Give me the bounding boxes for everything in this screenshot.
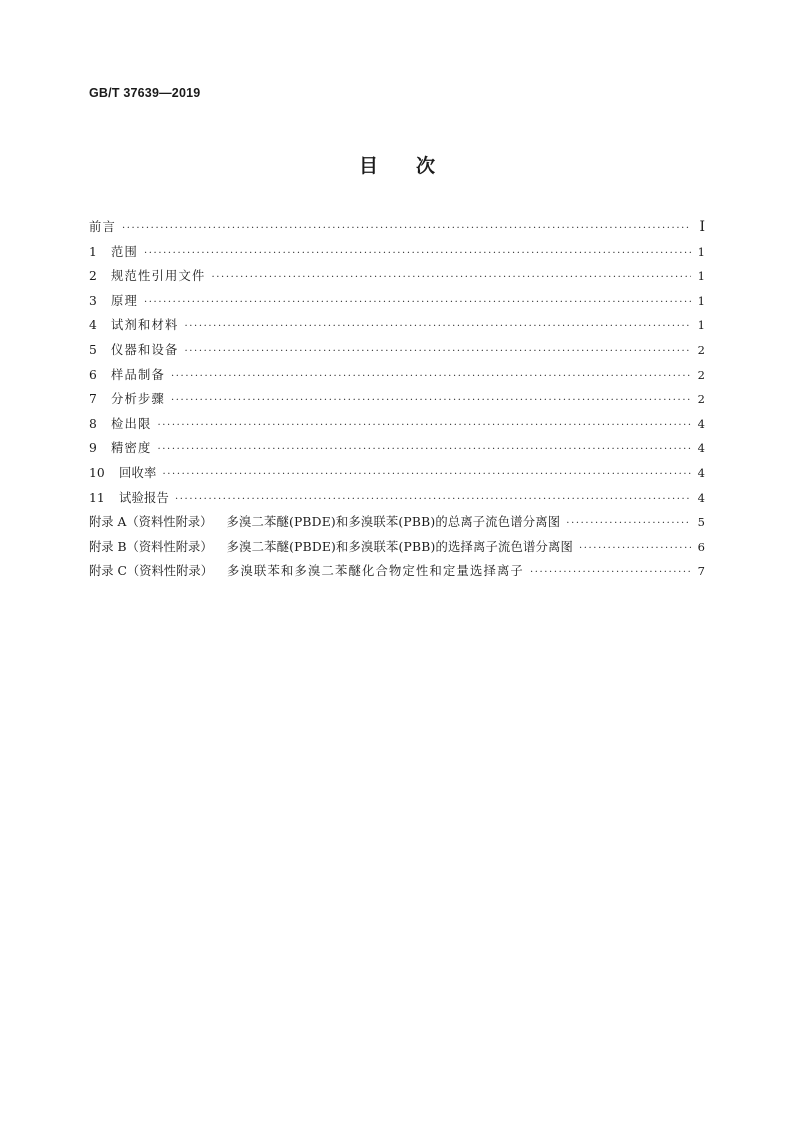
toc-entry-precision[interactable] — [89, 436, 705, 461]
toc-entry-annex-a[interactable] — [89, 510, 705, 535]
dot-leader — [579, 537, 691, 562]
toc-entry-principle[interactable] — [89, 289, 705, 314]
standard-code: GB/T 37639—2019 — [89, 86, 201, 100]
dot-leader — [171, 365, 691, 390]
toc-entry-page: 4 — [697, 465, 705, 480]
page-title-part-1: 目 — [358, 155, 378, 177]
toc-entry-label: 多溴联苯和多溴二苯醚化合物定性和定量选择离子 — [227, 564, 524, 579]
toc-annex-tag: 附录 A（资料性附录） — [89, 515, 213, 530]
toc-entry-label: 精密度 — [111, 441, 152, 456]
toc-entry-page: 2 — [697, 392, 705, 407]
toc-entry-page: 1 — [697, 269, 705, 284]
toc-entry-reagents[interactable] — [89, 313, 705, 338]
dot-leader — [185, 340, 692, 365]
toc-entry-label: 样品制备 — [111, 367, 165, 382]
toc-entry-label: 规范性引用文件 — [111, 269, 206, 284]
toc-entry-page: 1 — [697, 318, 705, 333]
toc-entry-number: 5 — [89, 342, 97, 357]
toc-entry-label: 分析步骤 — [111, 392, 165, 407]
toc-entry-page: 2 — [697, 342, 705, 357]
toc-entry-label: 范围 — [111, 244, 138, 259]
toc-entry-label: 检出限 — [111, 416, 152, 431]
toc-entry-label: 前言 — [89, 220, 116, 234]
toc-entry-label: 多溴二苯醚(PBDE)和多溴联苯(PBB)的总离子流色谱分离图 — [226, 515, 561, 530]
dot-leader — [163, 463, 692, 488]
dot-leader — [185, 315, 692, 340]
dot-leader — [175, 488, 691, 513]
toc-entry-label: 试剂和材料 — [111, 318, 179, 333]
toc-entry-page: 4 — [697, 441, 705, 456]
toc-entry-sample-preparation[interactable] — [89, 363, 705, 388]
toc-entry-number: 2 — [89, 269, 97, 284]
toc-entry-label: 试验报告 — [119, 490, 169, 505]
toc-entry-page: 4 — [697, 490, 705, 505]
toc-annex-tag: 附录 C（资料性附录） — [89, 564, 213, 579]
dot-leader — [158, 438, 692, 463]
dot-leader — [158, 414, 692, 439]
toc-entry-number: 11 — [89, 490, 105, 505]
toc-entry-page: 4 — [697, 416, 705, 431]
toc-entry-number: 8 — [89, 416, 97, 431]
dot-leader — [566, 512, 691, 537]
toc-entry-page: 5 — [697, 515, 705, 530]
toc-entry-number: 10 — [89, 465, 105, 480]
dot-leader — [144, 291, 691, 316]
page-title-part-2: 次 — [416, 155, 436, 177]
toc-entry-label: 回收率 — [119, 465, 157, 480]
dot-leader — [144, 242, 691, 267]
dot-leader — [530, 561, 691, 586]
toc-entry-page: 7 — [697, 564, 705, 579]
toc-entry-number: 1 — [89, 244, 97, 259]
toc-entry-foreword[interactable] — [89, 215, 705, 240]
toc-entry-recovery[interactable] — [89, 461, 705, 486]
toc-entry-label: 原理 — [111, 293, 138, 308]
toc-entry-label: 多溴二苯醚(PBDE)和多溴联苯(PBB)的选择离子流色谱分离图 — [226, 539, 573, 554]
toc-entry-apparatus[interactable] — [89, 338, 705, 363]
toc-entry-normative-references[interactable] — [89, 264, 705, 289]
page-title — [0, 151, 794, 178]
toc-entry-page: 2 — [697, 367, 705, 382]
dot-leader — [171, 389, 691, 414]
toc-entry-annex-b[interactable] — [89, 535, 705, 560]
toc-entry-annex-c[interactable] — [89, 559, 705, 584]
toc-entry-number: 6 — [89, 367, 97, 382]
toc-entry-scope[interactable] — [89, 240, 705, 265]
toc-entry-page: 1 — [697, 293, 705, 308]
toc-entry-test-report[interactable] — [89, 486, 705, 511]
toc-entry-label: 仪器和设备 — [111, 342, 179, 357]
dot-leader — [211, 266, 691, 291]
toc-annex-tag: 附录 B（资料性附录） — [89, 539, 213, 554]
dot-leader — [122, 217, 691, 242]
toc-entry-analysis-steps[interactable] — [89, 387, 705, 412]
table-of-contents — [89, 215, 705, 584]
toc-entry-page: Ⅰ — [699, 220, 705, 235]
toc-entry-page: 6 — [697, 539, 705, 554]
toc-entry-number: 4 — [89, 318, 97, 333]
toc-entry-page: 1 — [697, 244, 705, 259]
toc-entry-number: 9 — [89, 441, 97, 456]
toc-entry-detection-limit[interactable] — [89, 412, 705, 437]
toc-entry-number: 3 — [89, 293, 97, 308]
toc-entry-number: 7 — [89, 392, 97, 407]
